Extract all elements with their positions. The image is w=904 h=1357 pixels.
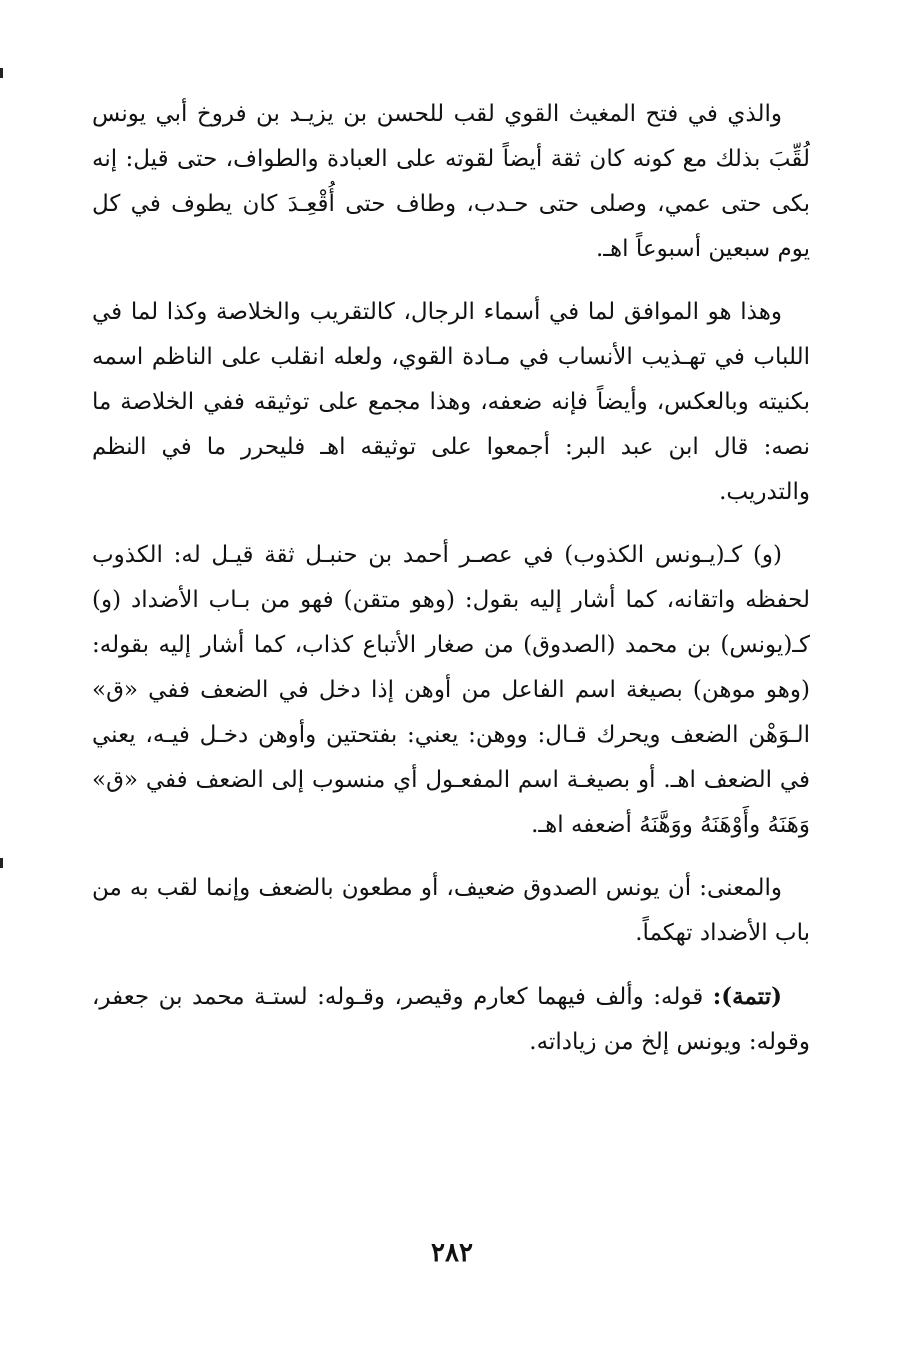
paragraph [92,974,810,1065]
scan-edge-mark [0,68,3,78]
page-number: ٢٨٢ [431,1238,473,1268]
paragraph: (و) كـ(يـونس الكذوب) في عصـر أحمد بن حنبـل ثقة قيـل له: الكذوب لحفظه واتقانه، كما أشار إليه بقول: (وهو متقن) فهو من بـاب الأضداد (و) كـ(يونس) بن محمد (الصدوق) من صغار الأتباع كذاب، كما أشار إليه بقوله: (وهو موهن) بصيغة اسم الفاعل من أوهن إذا دخل في الضعف ففي «ق» الـوَهْن الضعف ويحرك قـال: ووهن: يعني: بفتحتين وأوهن دخـل فيـه، يعني في الضعف اهـ. أو بصيغـة اسم المفعـول أي منسوب إلى الضعف ففي «ق» وَهَنَهُ وأَوْهَنَهُ ووَهَّنَهُ أضعفه اهـ. [92,542,810,838]
section-label: (تتمة): [712,983,782,1010]
scan-edge-mark [0,858,3,868]
paragraph: والذي في فتح المغيث القوي لقب للحسن بن يزيـد بن فروخ أبي يونس لُقِّبَ بذلك مع كونه كان ثقة أيضاً لقوته على العبادة والطواف، حتى قيل: إنه بكى حتى عمي، وصلى حتى حـدب، وطاف حتى أُقْعِـدَ كان يطوف في كل يوم سبعين أسبوعاً اهـ. [92,101,810,262]
paragraph: وهذا هو الموافق لما في أسماء الرجال، كالتقريب والخلاصة وكذا لما في اللباب في تهـذيب الأنساب في مـادة القوي، ولعله انقلب على الناظم اسمه بكنيته وبالعكس، وأيضاً فإنه ضعفه، وهذا مجمع على توثيقه ففي الخلاصة ما نصه: قال ابن عبد البر: أجمعوا على توثيقه اهـ فليحرر ما في النظم والتدريب. [92,299,810,505]
paragraph: والمعنى: أن يونس الصدوق ضعيف، أو مطعون بالضعف وإنما لقب به من باب الأضداد تهكماً. [92,875,810,946]
paragraph-text: قوله: وألف فيهما كعارم وقيصر، وقـوله: لستـة محمد بن جعفر، وقوله: ويونس إلخ من زياداته. [92,984,810,1055]
body-text [92,92,810,1083]
